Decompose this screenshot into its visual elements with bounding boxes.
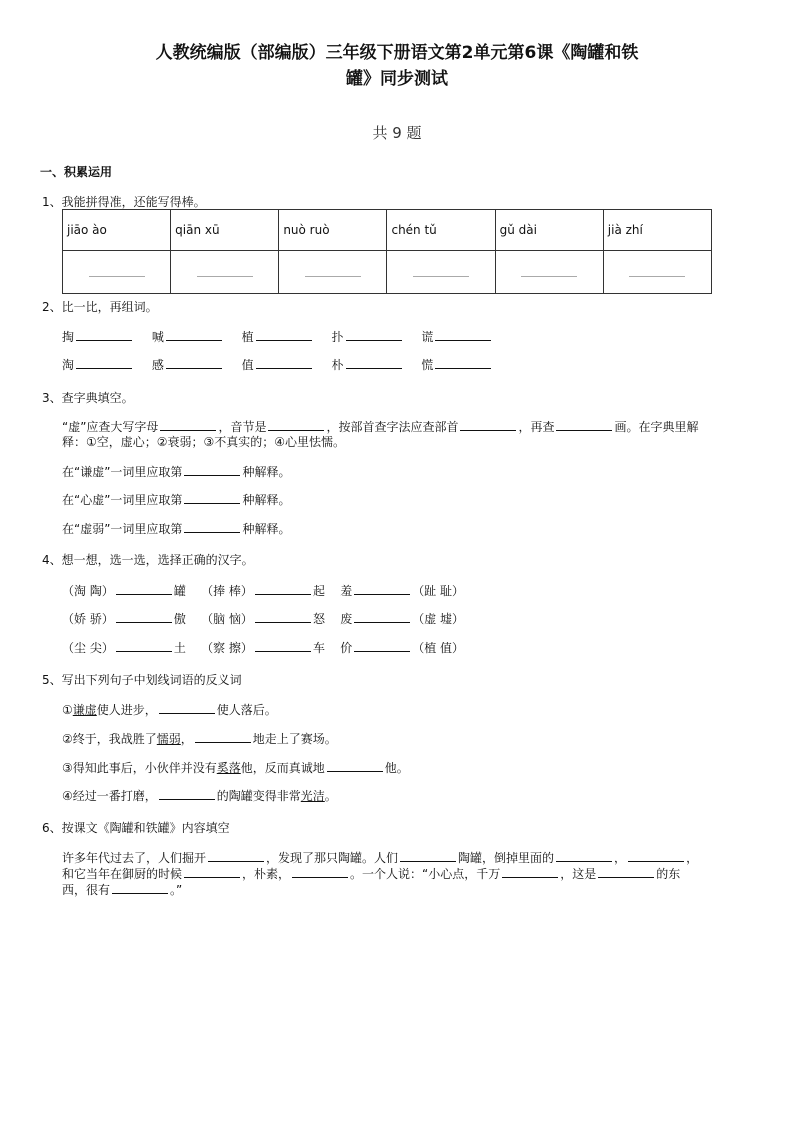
- answer-blank[interactable]: [160, 418, 216, 431]
- answer-blank[interactable]: [197, 264, 253, 277]
- answer-blank[interactable]: [556, 418, 612, 431]
- compare-item: 掏: [62, 328, 148, 345]
- answer-blank[interactable]: [292, 865, 348, 878]
- answer-blank[interactable]: [435, 328, 491, 341]
- compare-item: 朴: [331, 356, 417, 373]
- pinyin-cell: jiāo ào: [63, 210, 171, 251]
- compare-item: 感: [152, 356, 238, 373]
- answer-blank[interactable]: [76, 356, 132, 369]
- answer-blank[interactable]: [435, 356, 491, 369]
- compare-item: 淘: [62, 356, 148, 373]
- page-title: [90, 40, 704, 92]
- q4-label: 4、想一想，选一选，选择正确的汉字。: [42, 553, 254, 567]
- answer-blank[interactable]: [354, 582, 410, 595]
- answer-cell[interactable]: [171, 251, 279, 294]
- answer-cell[interactable]: [279, 251, 387, 294]
- q5-sentence-2: ②终于，我战胜了懦弱， 地走上了赛场。: [62, 732, 337, 746]
- answer-blank[interactable]: [354, 610, 410, 623]
- pinyin-cell: gǔ dài: [495, 210, 603, 251]
- answer-cell[interactable]: [495, 251, 603, 294]
- choose-row-3: （尘 尖） 土 （察 擦） 车 价 （植 值）: [62, 641, 465, 655]
- q5-label: 5、写出下列句子中划线词语的反义词: [42, 673, 242, 687]
- compare-row-2: [62, 356, 507, 373]
- answer-blank[interactable]: [195, 730, 251, 743]
- q5-sentence-1: ①谦虚使人进步， 使人落后。: [62, 703, 277, 717]
- answer-blank[interactable]: [628, 849, 684, 862]
- q1-label: 1、我能拼得准，还能写得棒。: [42, 195, 206, 209]
- section-heading: 一、积累运用: [40, 165, 113, 179]
- answer-blank[interactable]: [112, 881, 168, 894]
- answer-blank[interactable]: [255, 582, 311, 595]
- answer-blank[interactable]: [116, 610, 172, 623]
- answer-blank[interactable]: [255, 639, 311, 652]
- answer-blank[interactable]: [413, 264, 469, 277]
- answer-blank[interactable]: [89, 264, 145, 277]
- answer-row: [63, 251, 712, 294]
- question-count: 共 9 题: [372, 124, 422, 142]
- q5-sentence-4: ④经过一番打磨， 的陶罐变得非常光洁。: [62, 789, 337, 803]
- compare-row-1: [62, 328, 507, 345]
- answer-blank[interactable]: [400, 849, 456, 862]
- answer-blank[interactable]: [166, 356, 222, 369]
- pinyin-cell: qiān xū: [171, 210, 279, 251]
- underlined-word: 懦弱: [156, 732, 181, 746]
- answer-blank[interactable]: [327, 759, 383, 772]
- q6-line-1: 许多年代过去了，人们掘开 ，发现了那只陶罐。人们 陶罐，倒掉里面的 ， ，: [62, 851, 699, 865]
- answer-blank[interactable]: [305, 264, 361, 277]
- answer-blank[interactable]: [354, 639, 410, 652]
- q3-line-1: “虚”应查大写字母 ，音节是 ，按部首查字法应查部首 ，再查 画。在字典里解: [62, 420, 699, 434]
- q3-line-3: 在“谦虚”一词里应取第 种解释。: [62, 465, 291, 479]
- q6-line-3: 西，很有 。”: [62, 883, 183, 897]
- q3-line-5: 在“虚弱”一词里应取第 种解释。: [62, 522, 291, 536]
- pinyin-row: [63, 210, 712, 251]
- answer-blank[interactable]: [116, 639, 172, 652]
- answer-blank[interactable]: [256, 328, 312, 341]
- answer-blank[interactable]: [184, 865, 240, 878]
- answer-blank[interactable]: [255, 610, 311, 623]
- answer-blank[interactable]: [208, 849, 264, 862]
- answer-blank[interactable]: [256, 356, 312, 369]
- q5-sentence-3: ③得知此事后，小伙伴并没有奚落他，反而真诚地 他。: [62, 761, 409, 775]
- answer-blank[interactable]: [76, 328, 132, 341]
- q2-label: 2、比一比，再组词。: [42, 300, 158, 314]
- pinyin-cell: nuò ruò: [279, 210, 387, 251]
- answer-blank[interactable]: [502, 865, 558, 878]
- pinyin-cell: chén tǔ: [387, 210, 495, 251]
- title-line-2: 罐》同步测试: [346, 69, 448, 89]
- compare-item: 慌: [421, 356, 507, 373]
- title-line-1: 人教统编版（部编版）三年级下册语文第2单元第6课《陶罐和铁: [155, 43, 639, 63]
- underlined-word: 谦虚: [72, 703, 97, 717]
- compare-item: 值: [242, 356, 328, 373]
- compare-item: 扑: [331, 328, 417, 345]
- answer-blank[interactable]: [598, 865, 654, 878]
- compare-item: 谎: [421, 328, 507, 345]
- q3-line-4: 在“心虚”一词里应取第 种解释。: [62, 493, 291, 507]
- answer-cell[interactable]: [603, 251, 711, 294]
- compare-item: 植: [242, 328, 328, 345]
- answer-blank[interactable]: [184, 463, 240, 476]
- answer-blank[interactable]: [346, 328, 402, 341]
- choose-row-2: （娇 骄） 傲 （脑 恼） 怒 废 （虚 墟）: [62, 612, 465, 626]
- answer-blank[interactable]: [521, 264, 577, 277]
- answer-blank[interactable]: [159, 787, 215, 800]
- answer-blank[interactable]: [184, 520, 240, 533]
- answer-blank[interactable]: [460, 418, 516, 431]
- answer-blank[interactable]: [159, 701, 215, 714]
- answer-blank[interactable]: [629, 264, 685, 277]
- pinyin-cell: jià zhí: [603, 210, 711, 251]
- answer-blank[interactable]: [556, 849, 612, 862]
- q3-line-2: 释：①空，虚心；②衰弱；③不真实的；④心里怯懦。: [62, 435, 346, 449]
- answer-cell[interactable]: [387, 251, 495, 294]
- q6-line-2: 和它当年在御厨的时候 ，朴素， 。一个人说：“小心点，千万 ，这是 的东: [62, 867, 681, 881]
- answer-blank[interactable]: [184, 491, 240, 504]
- q3-label: 3、查字典填空。: [42, 391, 134, 405]
- answer-blank[interactable]: [116, 582, 172, 595]
- answer-blank[interactable]: [268, 418, 324, 431]
- pinyin-table: [62, 209, 712, 294]
- choose-row-1: （淘 陶） 罐 （捧 棒） 起 羞 （趾 耻）: [62, 584, 465, 598]
- answer-blank[interactable]: [166, 328, 222, 341]
- answer-cell[interactable]: [63, 251, 171, 294]
- q6-label: 6、按课文《陶罐和铁罐》内容填空: [42, 821, 230, 835]
- underlined-word: 光洁: [300, 789, 325, 803]
- compare-item: 喊: [152, 328, 238, 345]
- underlined-word: 奚落: [216, 761, 241, 775]
- answer-blank[interactable]: [346, 356, 402, 369]
